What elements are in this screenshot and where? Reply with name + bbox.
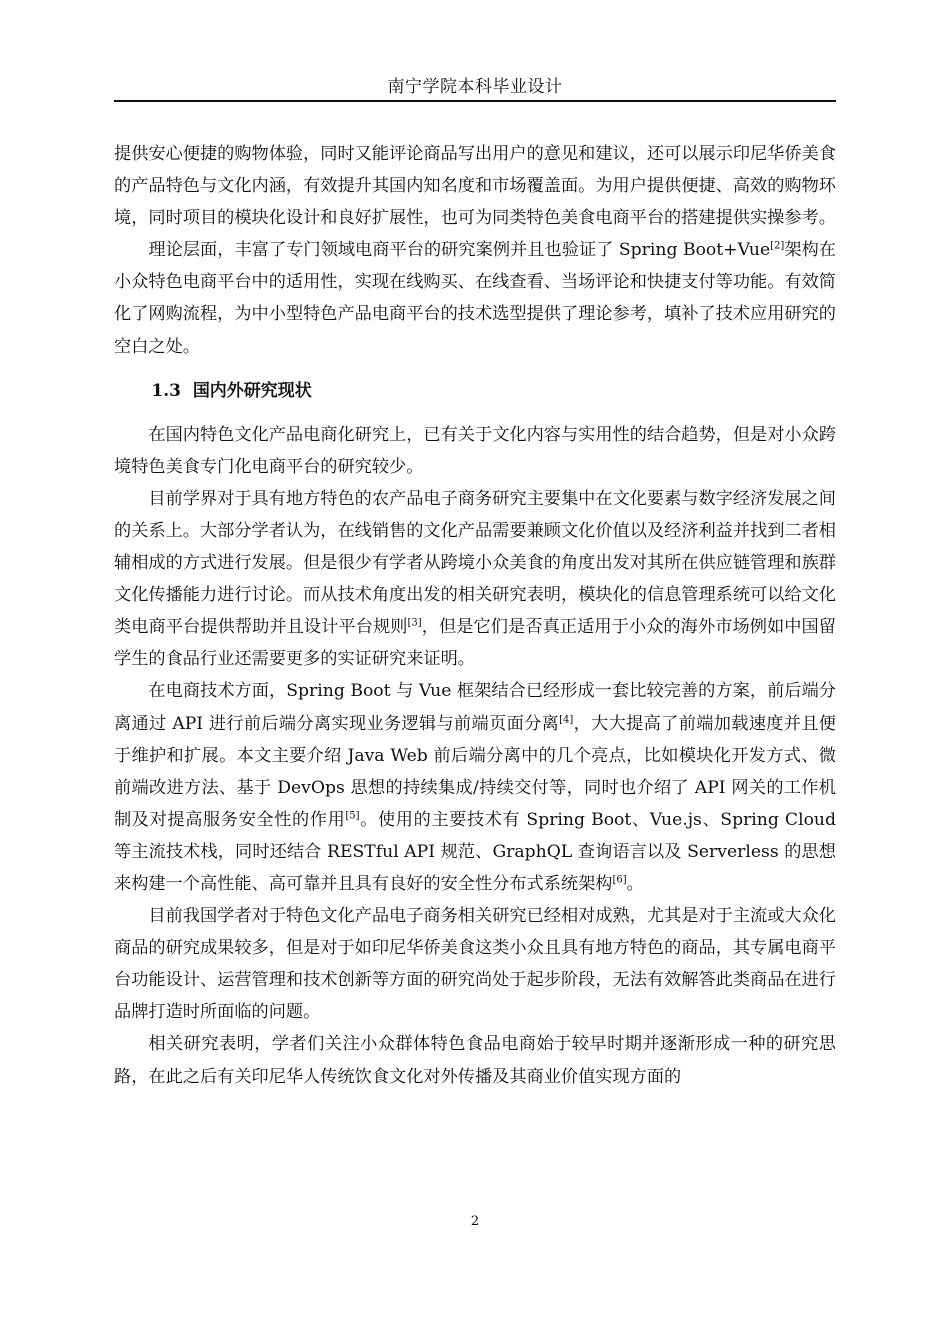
citation-marker: [4] — [559, 713, 574, 725]
paragraph-text: 。使用的主要技术有 Spring Boot、Vue.js、Spring Cloud 等主流技术栈，同时还结合 RESTful API 规范、GraphQL 查询语言以及 Serverless 的思想来构建一个高性能、高可靠并且具有良好的安全性分布式系统架构 — [114, 809, 836, 894]
paragraph-related: 相关研究表明，学者们关注小众群体特色食品电商始于较早时期并逐渐形成一种的研究思路，在此之后有关印尼华人传统饮食文化对外传播及其商业价值实现方面的 — [114, 1034, 836, 1087]
section-heading — [114, 369, 836, 413]
page-number: 2 — [470, 1214, 480, 1229]
citation-marker: [2] — [770, 240, 785, 252]
paragraph-text: 架构在小众特色电商平台中的适用性，实现在线购买、在线查看、当场评论和快捷支付等功能。有效简化了网购流程，为中小型特色产品电商平台的技术选型提供了理论参考，填补了技术应用研究的空白之处。 — [114, 240, 836, 357]
paragraph-theory — [114, 234, 836, 362]
paragraph-text: ，但是它们是否真正适用于小众的海外市场例如中国留学生的食品行业还需要更多的实证研究来证明。 — [114, 617, 836, 670]
paragraph-domestic: 在国内特色文化产品电商化研究上，已有关于文化内容与实用性的结合趋势，但是对小众跨境特色美食专门化电商平台的研究较少。 — [114, 424, 836, 477]
paragraph-text: 目前学界对于具有地方特色的农产品电子商务研究主要集中在文化要素与数字经济发展之间的关系上。大部分学者认为，在线销售的文化产品需要兼顾文化价值以及经济利益并找到二者相辅相成的方式进行发展。但是很少有学者从跨境小众美食的角度出发对其所在供应链管理和族群文化传播能力进行讨论。而从技术角度出发的相关研究表明，模块化的信息管理系统可以给文化类电商平台提供帮助并且设计平台规则 — [114, 488, 836, 638]
paragraph-text: ，大大提高了前端加载速度并且便于维护和扩展。本文主要介绍 Java Web 前后端分离中的几个亮点，比如模块化开发方式、微前端改进方法、基于 DevOps 思想的持续集成/持续交付等，同时也介绍了 API 网关的工作机制及对提高服务安全性的作用 — [114, 713, 836, 830]
paragraph-academic — [114, 483, 836, 676]
header-rule — [114, 100, 836, 102]
page-body — [114, 138, 836, 1093]
section-title: 国内外研究现状 — [192, 380, 312, 401]
paragraph-continuation: 提供安心便捷的购物体验，同时又能评论商品写出用户的意见和建议，还可以展示印尼华侨美食的产品特色与文化内涵，有效提升其国内知名度和市场覆盖面。为用户提供便捷、高效的购物环境，同时项目的模块化设计和良好扩展性，也可为同类特色美食电商平台的搭建提供实操参考。 — [114, 144, 836, 229]
section-number: 1.3 — [151, 380, 181, 401]
paragraph-text: 理论层面，丰富了专门领域电商平台的研究案例并且也验证了 Spring Boot+Vue — [148, 240, 771, 261]
paragraph-status: 目前我国学者对于特色文化产品电子商务相关研究已经相对成熟，尤其是对于主流或大众化商品的研究成果较多，但是对于如印尼华侨美食这类小众且具有地方特色的商品，其专属电商平台功能设计、运营管理和技术创新等方面的研究尚处于起步阶段，无法有效解答此类商品在进行品牌打造时所面临的问题。 — [114, 906, 836, 1023]
citation-marker: [3] — [407, 617, 422, 629]
page-header: 南宁学院本科毕业设计 — [387, 77, 563, 97]
paragraph-technology — [114, 675, 836, 900]
paragraph-text: 在电商技术方面，Spring Boot 与 Vue 框架结合已经形成一套比较完善的方案，前后端分离通过 API 进行前后端分离实现业务逻辑与前端页面分离 — [114, 681, 836, 734]
citation-marker: [6] — [612, 874, 627, 886]
paragraph-text: 。 — [626, 873, 644, 894]
citation-marker: [5] — [345, 810, 360, 822]
